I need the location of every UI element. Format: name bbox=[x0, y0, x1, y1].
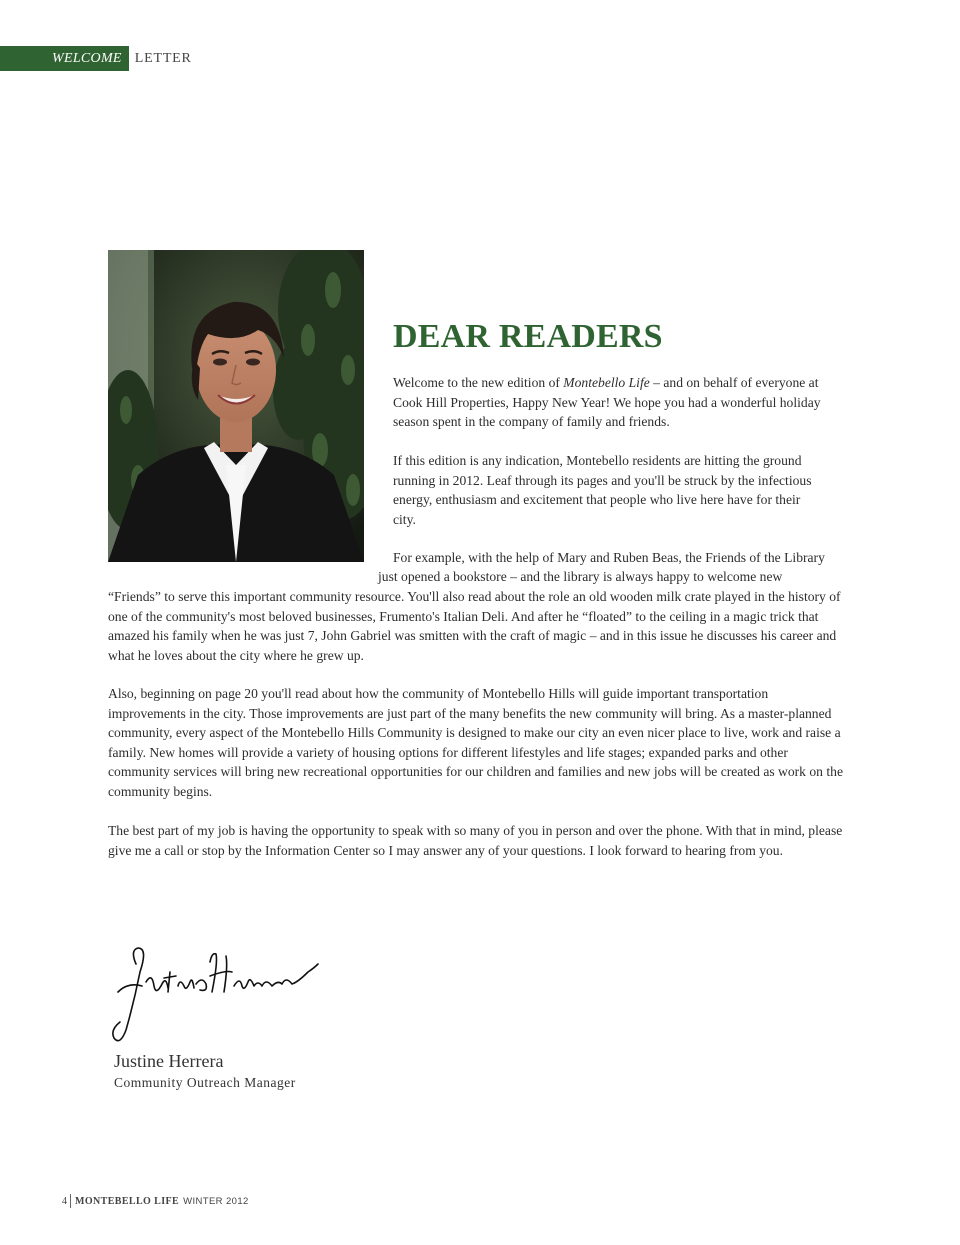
page-number: 4 bbox=[62, 1195, 67, 1207]
footer-divider bbox=[70, 1194, 71, 1208]
footer-magazine-name: MONTEBELLO LIFE bbox=[75, 1195, 180, 1207]
author-photo bbox=[108, 250, 364, 562]
paragraph-transportation bbox=[108, 684, 848, 801]
intro-text-start: Welcome to the new edition of bbox=[393, 375, 564, 390]
section-tag-label: LETTER bbox=[134, 50, 192, 66]
paragraph-example-line1-text: For example, with the help of Mary and Ruben Beas, the Friends of the Library bbox=[393, 550, 825, 565]
footer-issue: WINTER 2012 bbox=[183, 1195, 249, 1207]
paragraph-example-line2 bbox=[378, 567, 848, 587]
paragraph-transportation-text: Also, beginning on page 20 you'll read about how the community of Montebello Hills will guide important transportation improvements in the city. Those improvements are just part of the many benefits the new community will bring. As a master-planned community, every aspect of the Montebello Hills Community is designed to make our city an even nicer place to live, work and raise a family. New homes will provide a variety of housing options for different lifestyles and life stages; expanded parks and other community services will bring new recreational opportunities for our children and families and new jobs will be created as work on the community begins. bbox=[108, 686, 843, 799]
section-tag-highlight: WELCOME bbox=[0, 46, 129, 71]
paragraph-closing bbox=[108, 821, 848, 860]
paragraph-intro bbox=[393, 373, 838, 432]
paragraph-example-rest bbox=[108, 587, 848, 665]
intro-text-end: – and on behalf of everyone at Cook Hill Properties, Happy New Year! We hope you had a wonderful holiday season spent in the company of family and friends. bbox=[393, 375, 821, 429]
paragraph-example-rest-text: “Friends” to serve this important community resource. You'll also read about the role an old wooden milk crate played in the history of one of the community's most beloved businesses, Frumento's Italian Deli. And after he “floated” to the ceiling in a magic trick that amazed his family when he was just 7, John Gabriel was smitten with the craft of magic – and in this issue he discusses his career and what he loves about the city where he grew up. bbox=[108, 589, 841, 663]
handwritten-signature bbox=[108, 942, 320, 1048]
paragraph-closing-text: The best part of my job is having the opportunity to speak with so many of you in person and over the phone. With that in mind, please give me a call or stop by the Information Center so I may answer any of your questions. I look forward to hearing from you. bbox=[108, 823, 843, 858]
section-tag bbox=[0, 46, 192, 71]
paragraph-example-line2-text: just opened a bookstore – and the library is always happy to welcome new bbox=[378, 569, 783, 584]
paragraph-edition bbox=[393, 451, 813, 529]
paragraph-edition-text: If this edition is any indication, Montebello residents are hitting the ground running in 2012. Leaf through its pages and you'll be struck by the infectious energy, enthusiasm and excitement that people who live here have for their city. bbox=[393, 453, 812, 527]
page-footer bbox=[62, 1194, 249, 1208]
paragraph-example-line1 bbox=[393, 548, 863, 568]
author-name: Justine Herrera bbox=[114, 1051, 224, 1071]
author-title: Community Outreach Manager bbox=[114, 1075, 296, 1090]
magazine-title-inline: Montebello Life bbox=[563, 375, 650, 390]
article-title: DEAR READERS bbox=[393, 318, 663, 355]
